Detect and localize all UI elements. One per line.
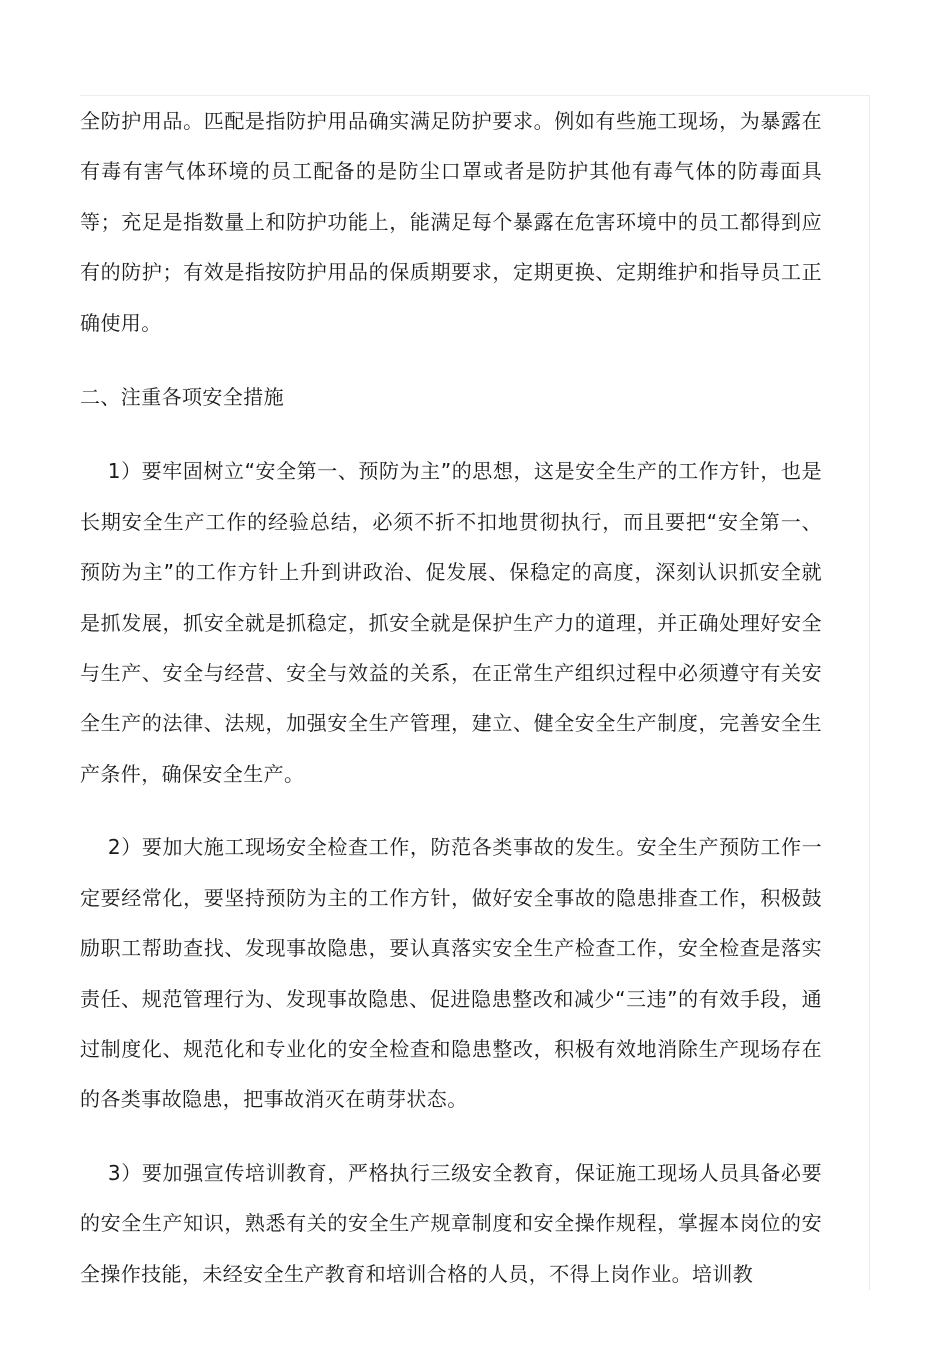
page-border-right: [869, 95, 870, 1290]
paragraph-spacer: [80, 348, 822, 372]
paragraph-safety-training: 3）要加强宣传培训教育，严格执行三级安全教育，保证施工现场人员具备必要的安全生产知识，熟悉有关的安全生产规章制度和安全操作规程，掌握本岗位的安全操作技能，未经安全生产教育和培训合格的人员，不得上岗作业。培训教: [80, 1160, 822, 1286]
paragraph-safety-policy: 1）要牢固树立“安全第一、预防为主”的思想，这是安全生产的工作方针，也是长期安全生产工作的经验总结，必须不折不扣地贯彻执行，而且要把“安全第一、预防为主”的工作方针上升到讲政治、促发展、保稳定的高度，深刻认识抓安全就是抓发展，抓安全就是抓稳定，抓安全就是保护生产力的道理，并正确处理好安全与生产、安全与经营、安全与效益的关系，在正常生产组织过程中必须遵守有关安全生产的法律、法规，加强安全生产管理，建立、健全安全生产制度，完善安全生产条件，确保安全生产。: [80, 459, 822, 786]
paragraph-spacer: [80, 799, 822, 822]
paragraph-spacer: [80, 1125, 822, 1148]
paragraph-safety-inspection: 2）要加大施工现场安全检查工作，防范各类事故的发生。安全生产预防工作一定要经常化，要坚持预防为主的工作方针，做好安全事故的隐患排查工作，积极鼓励职工帮助查找、发现事故隐患，要认真落实安全生产检查工作，安全检查是落实责任、规范管理行为、发现事故隐患、促进隐患整改和减少“三违”的有效手段，通过制度化、规范化和专业化的安全检查和隐患整改，积极有效地消除生产现场存在的各类事故隐患，把事故消灭在萌芽状态。: [80, 835, 822, 1112]
section-heading: 二、注重各项安全措施: [80, 385, 284, 410]
paragraph-protective-equipment: 全防护用品。匹配是指防护用品确实满足防护要求。例如有些施工现场，为暴露在有毒有害气体环境的员工配备的是防尘口罩或者是防护其他有毒气体的防毒面具等；充足是指数量上和防护功能上，能满足每个暴露在危害环境中的员工都得到应有的防护；有效是指按防护用品的保质期要求，定期更换、定期维护和指导员工正确使用。: [80, 109, 822, 335]
paragraph-spacer: [80, 422, 822, 446]
document-body: [80, 96, 822, 1299]
